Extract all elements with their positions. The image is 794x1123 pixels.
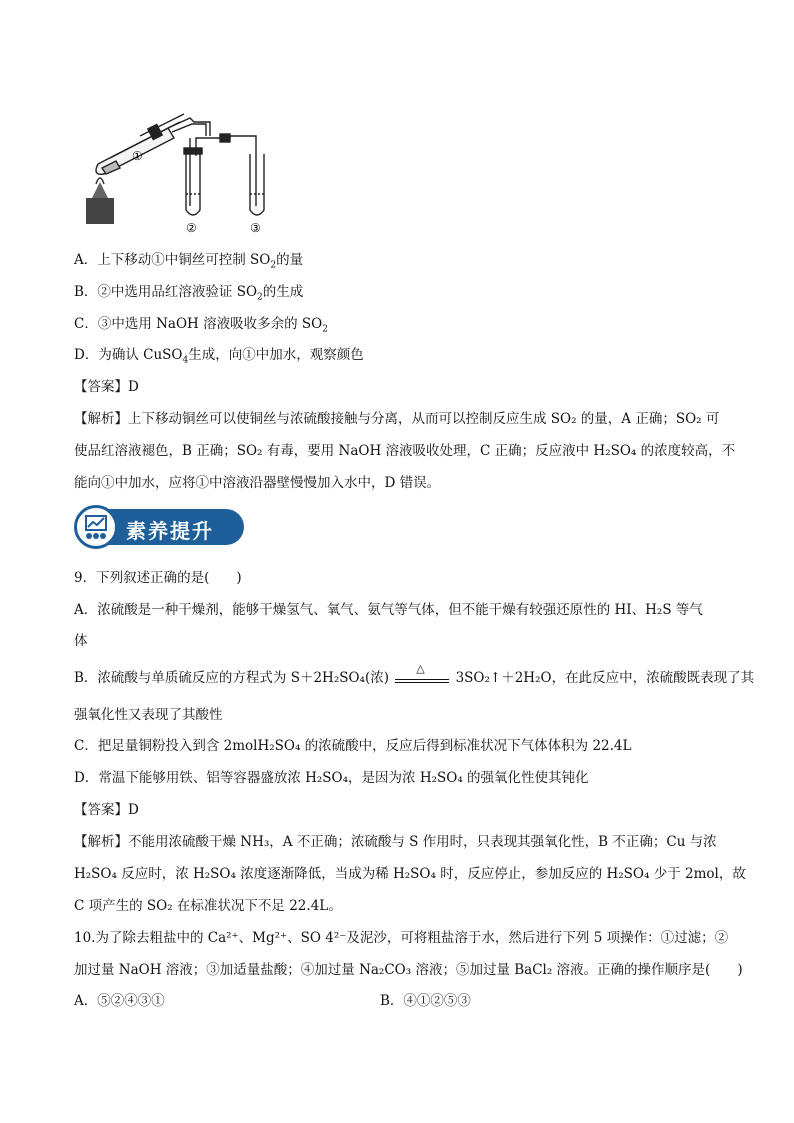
q9-option-d: D．常温下能够用铁、铝等容器盛放浓 H₂SO₄，是因为浓 H₂SO₄ 的强氧化性使其钝化 (74, 770, 589, 786)
q8-explanation-line-3: 能向①中加水，应将①中溶液沿器壁慢慢加入水中，D 错误。 (74, 475, 441, 491)
q8-option-a: A．上下移动①中铜丝可控制 $SO_2$的量 (74, 252, 304, 271)
q9-answer: 【答案】D (74, 802, 139, 818)
q8-explanation-line-1: 【解析】上下移动铜丝可以使铜丝与浓硫酸接触与分离，从而可以控制反应生成 SO₂ 的量，A 正确；SO₂ 可 (74, 411, 720, 427)
q9-explanation-line-1: 【解析】不能用浓硫酸干燥 NH₃，A 不正确；浓硫酸与 S 作用时，只表现其强氧化性，B 不正确；Cu 与浓 (74, 834, 717, 850)
q10-stem-line-1: 10.为了除去粗盐中的 Ca²⁺、Mg²⁺、SO 4²⁻及泥沙，可将粗盐溶于水，然后进行下列 5 项操作：①过滤；② (74, 930, 729, 946)
reaction-arrow: △ (393, 670, 451, 688)
q9-explanation-line-3: C 项产生的 SO₂ 在标准状况下不足 22.4L。 (74, 898, 342, 914)
burner-base (86, 198, 114, 224)
q8-explanation-line-2: 使品红溶液褪色，B 正确；SO₂ 有毒，要用 NaOH 溶液吸收处理，C 正确；反应液中 H₂SO₄ 的浓度较高，不 (74, 443, 736, 459)
label-tube-2: ② (186, 221, 197, 235)
q9-option-c: C．把足量铜粉投入到含 2molH₂SO₄ 的浓硫酸中，反应后得到标准状况下气体体积为 22.4L (74, 738, 632, 754)
q8-option-c: C．③中选用 NaOH 溶液吸收多余的 $SO_2$ (74, 316, 328, 335)
q9-option-b-line-2: 强氧化性又表现了其酸性 (74, 707, 223, 723)
q8-option-b: B．②中选用品红溶液验证 $SO_2$的生成 (74, 284, 304, 303)
label-tube-1: ① (132, 149, 143, 163)
apparatus-figure (80, 98, 290, 236)
q9-option-a-line-2: 体 (74, 633, 88, 649)
q10-stem-line-2: 加过量 NaOH 溶液；③加适量盐酸；④加过量 Na₂CO₃ 溶液；⑤加过量 BaCl₂ 溶液。正确的操作顺序是( ) (74, 962, 743, 978)
label-tube-3: ③ (250, 221, 261, 235)
q9-option-b-line-1: B．浓硫酸与单质硫反应的方程式为 S＋2H₂SO₄(浓) △ 3SO₂↑＋2H₂O，在此反应中，浓硫酸既表现了其 (74, 661, 755, 686)
q10-option-a: A．⑤②④③① (74, 993, 165, 1009)
section-banner (74, 505, 244, 549)
q10-option-b: B．④①②⑤③ (380, 993, 471, 1009)
q8-option-d: D．为确认 CuSO$_4$生成，向①中加水，观察颜色 (74, 347, 364, 366)
growth-chart-icon (74, 505, 118, 549)
q9-stem: 9．下列叙述正确的是( ) (74, 570, 242, 586)
banner-title: 素养提升 (126, 519, 214, 543)
q9-option-a-line-1: A．浓硫酸是一种干燥剂，能够干燥氢气、氧气、氨气等气体，但不能干燥有较强还原性的 HI、H₂S 等气 (74, 602, 703, 618)
q9-explanation-line-2: H₂SO₄ 反应时，浓 H₂SO₄ 浓度逐渐降低，当成为稀 H₂SO₄ 时，反应停止，参加反应的 H₂SO₄ 少于 2mol，故 (74, 866, 746, 882)
q8-answer: 【答案】D (74, 379, 139, 395)
